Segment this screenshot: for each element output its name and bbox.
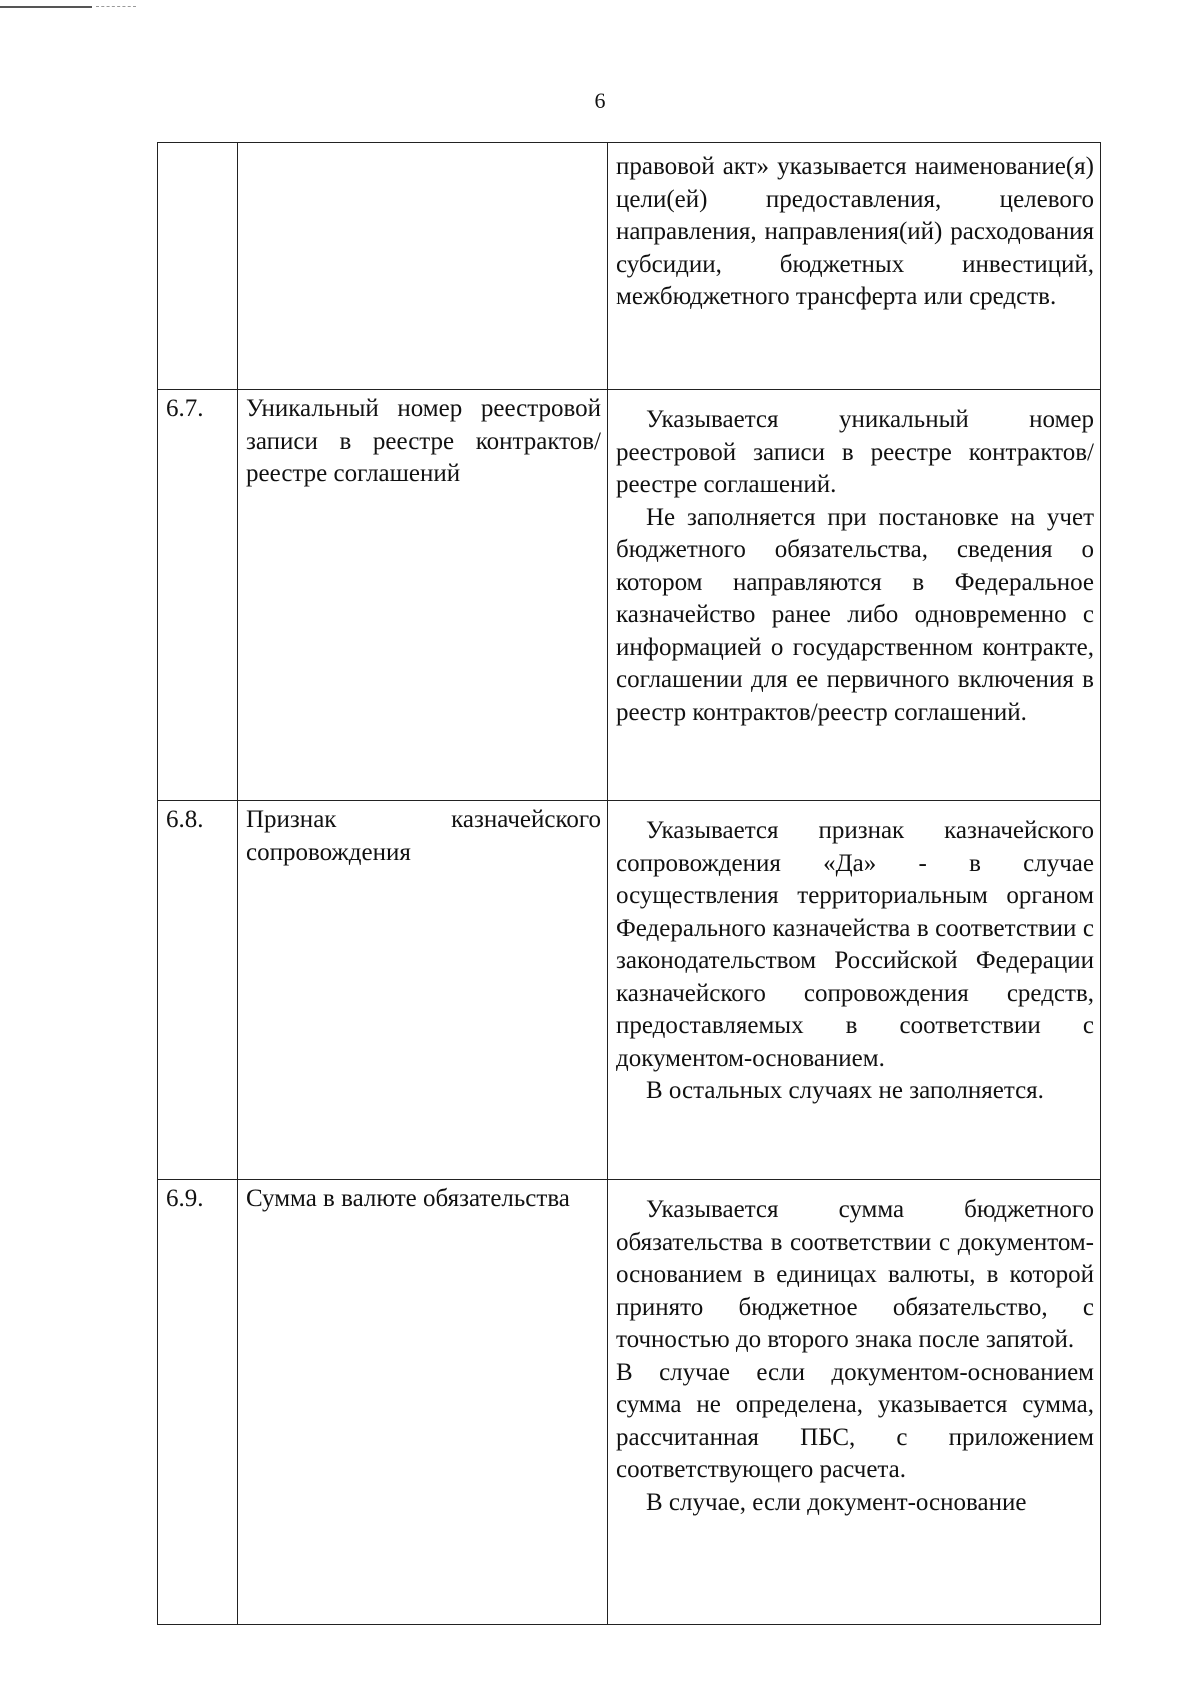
table-row <box>158 390 1101 801</box>
description-paragraph: В остальных случаях не заполняется. <box>646 1077 1044 1104</box>
field-description <box>608 1180 1101 1625</box>
description-paragraph: В случае если документом-основанием сумма не определена, указывается сумма, рассчитанная ПБС, с приложением соответствующего расчета. <box>616 1358 1094 1483</box>
field-description <box>608 143 1101 390</box>
row-number <box>158 143 238 390</box>
page-number: 6 <box>594 88 606 113</box>
field-name: Сумма в валюте обязательства <box>238 1180 608 1625</box>
row-number: 6.9. <box>158 1180 238 1625</box>
table-row <box>158 143 1101 390</box>
description-paragraph: Указывается сумма бюджетного обязательства в соответствии с документом-основанием в единицах валюты, в которой принято бюджетное обязательство, с точностью до второго знака после запятой. <box>616 1196 1094 1353</box>
field-name <box>238 143 608 390</box>
row-number: 6.8. <box>158 801 238 1180</box>
scan-edge-mark-dashed <box>96 6 136 7</box>
row-number: 6.7. <box>158 390 238 801</box>
field-name: Признак казначейского сопровождения <box>238 801 608 1180</box>
field-name: Уникальный номер реестровой записи в реестре контрактов/реестре соглашений <box>238 390 608 801</box>
description-paragraph: Указывается уникальный номер реестровой записи в реестре контрактов/реестре соглашений. <box>616 406 1094 498</box>
field-description <box>608 390 1101 801</box>
description-paragraph: В случае, если документ-основание <box>646 1488 1027 1516</box>
table-row <box>158 1180 1101 1625</box>
scan-edge-mark <box>0 6 92 8</box>
description-paragraph: Не заполняется при постановке на учет бюджетного обязательства, сведения о котором направляются в Федеральное казначейство ранее либо одновременно с информацией о государственном контракте, соглашении для ее первичного включения в реестр контрактов/реестр соглашений. <box>616 503 1094 726</box>
instructions-table <box>157 142 1101 1625</box>
description-paragraph: Указывается признак казначейского сопровождения «Да» - в случае осуществления территориальным органом Федерального казначейства в соответствии с законодательством Российской Федерации казначейского сопровождения средств, предоставляемых в соответствии с документом-основанием. <box>616 817 1094 1072</box>
field-description <box>608 801 1101 1180</box>
table-row <box>158 801 1101 1180</box>
description-paragraph: правовой акт» указывается наименование(я) цели(ей) предоставления, целевого направления, направления(ий) расходования субсидии, бюджетных инвестиций, межбюджетного трансферта или средств. <box>616 153 1094 310</box>
